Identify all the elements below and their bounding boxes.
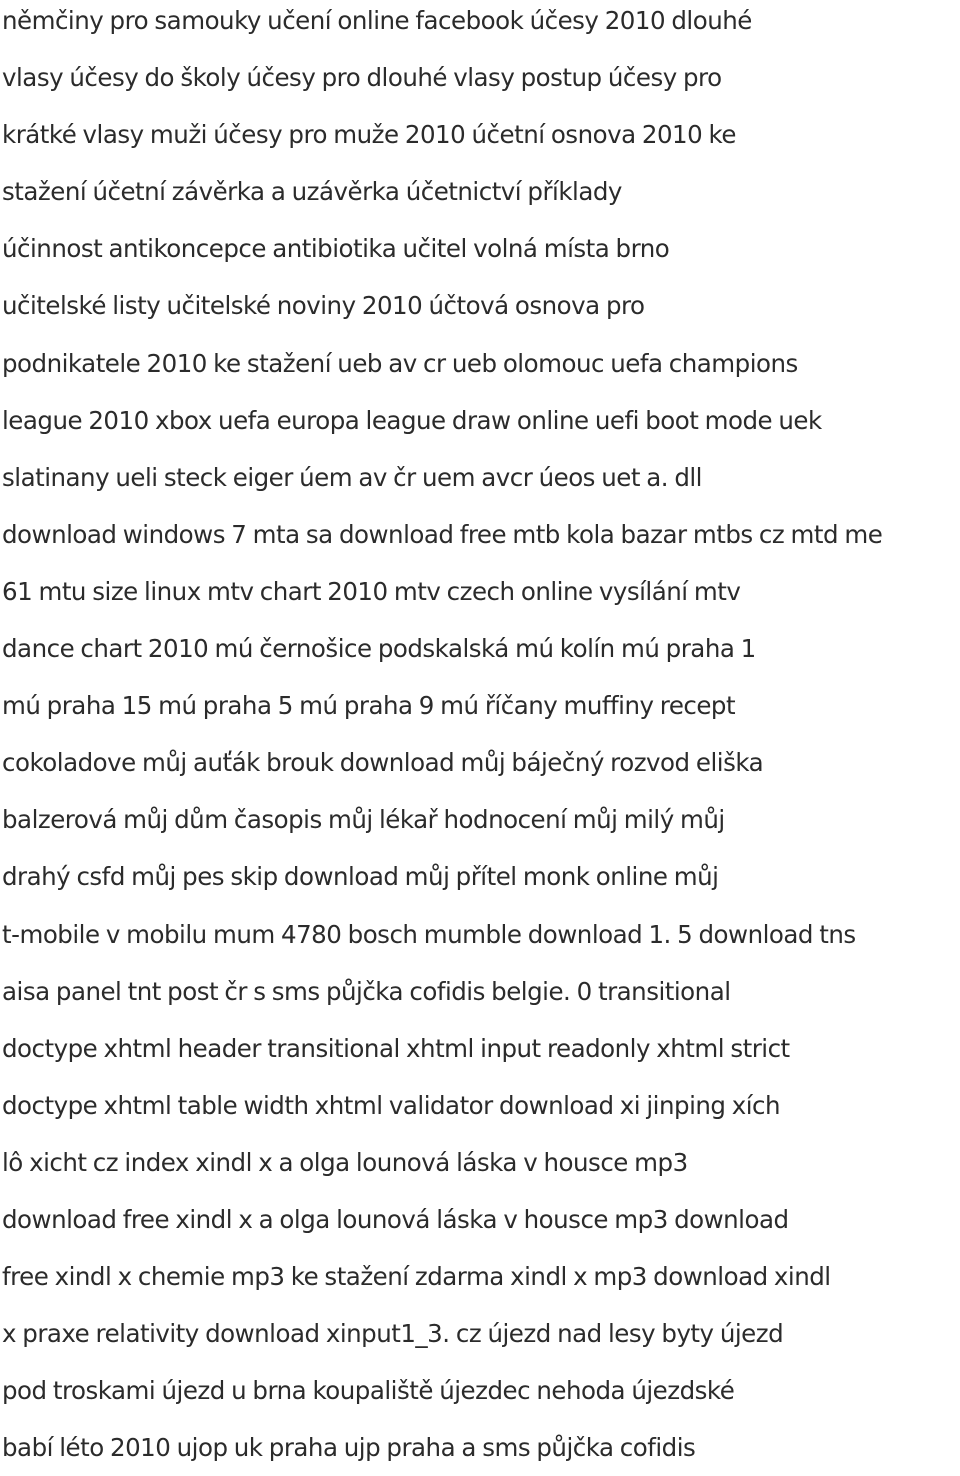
text-line: download windows 7 mta sa download free mtb kola bazar mtbs cz mtd me (2, 519, 883, 549)
text-line: babí léto 2010 ujop uk praha ujp praha a sms půjčka cofidis (2, 1433, 696, 1463)
text-line: balzerová můj dům časopis můj lékař hodnocení můj milý můj (2, 805, 725, 835)
text-line: free xindl x chemie mp3 ke stažení zdarma xindl x mp3 download xindl (2, 1262, 831, 1292)
text-line: němčiny pro samouky učení online facebook účesy 2010 dlouhé (2, 6, 752, 35)
text-line: stažení účetní závěrka a uzávěrka účetnictví příklady (2, 177, 622, 207)
text-line: download free xindl x a olga lounová láska v housce mp3 download (2, 1204, 789, 1234)
text-line: účinnost antikoncepce antibiotika učitel volná místa brno (2, 234, 670, 264)
text-line: doctype xhtml table width xhtml validator download xi jinping xích (2, 1090, 781, 1120)
text-line: učitelské listy učitelské noviny 2010 účtová osnova pro (2, 291, 645, 321)
text-line: slatinany ueli steck eiger úem av čr uem avcr úeos uet a. dll (2, 462, 702, 492)
text-line: t-mobile v mobilu mum 4780 bosch mumble download 1. 5 download tns (2, 919, 856, 949)
text-line: 61 mtu size linux mtv chart 2010 mtv czech online vysílání mtv (2, 576, 741, 606)
text-block (2, 0, 882, 1476)
text-line: podnikatele 2010 ke stažení ueb av cr ueb olomouc uefa champions (2, 348, 798, 378)
text-line: krátké vlasy muži účesy pro muže 2010 účetní osnova 2010 ke (2, 120, 736, 150)
text-line: dance chart 2010 mú černošice podskalská mú kolín mú praha 1 (2, 634, 756, 664)
text-line: pod troskami újezd u brna koupaliště újezdec nehoda újezdské (2, 1376, 735, 1406)
text-line: drahý csfd můj pes skip download můj přítel monk online můj (2, 862, 719, 892)
text-line: cokoladove můj auťák brouk download můj báječný rozvod eliška (2, 748, 764, 778)
text-line: mú praha 15 mú praha 5 mú praha 9 mú říčany muffiny recept (2, 691, 736, 721)
text-line: doctype xhtml header transitional xhtml input readonly xhtml strict (2, 1033, 790, 1063)
text-line: league 2010 xbox uefa europa league draw online uefi boot mode uek (2, 405, 822, 435)
text-line: lô xicht cz index xindl x a olga lounová láska v housce mp3 (2, 1147, 688, 1177)
text-line: x praxe relativity download xinput1_3. cz újezd nad lesy byty újezd (2, 1319, 784, 1349)
text-line: vlasy účesy do školy účesy pro dlouhé vlasy postup účesy pro (2, 63, 722, 93)
text-line: aisa panel tnt post čr s sms půjčka cofidis belgie. 0 transitional (2, 976, 731, 1006)
